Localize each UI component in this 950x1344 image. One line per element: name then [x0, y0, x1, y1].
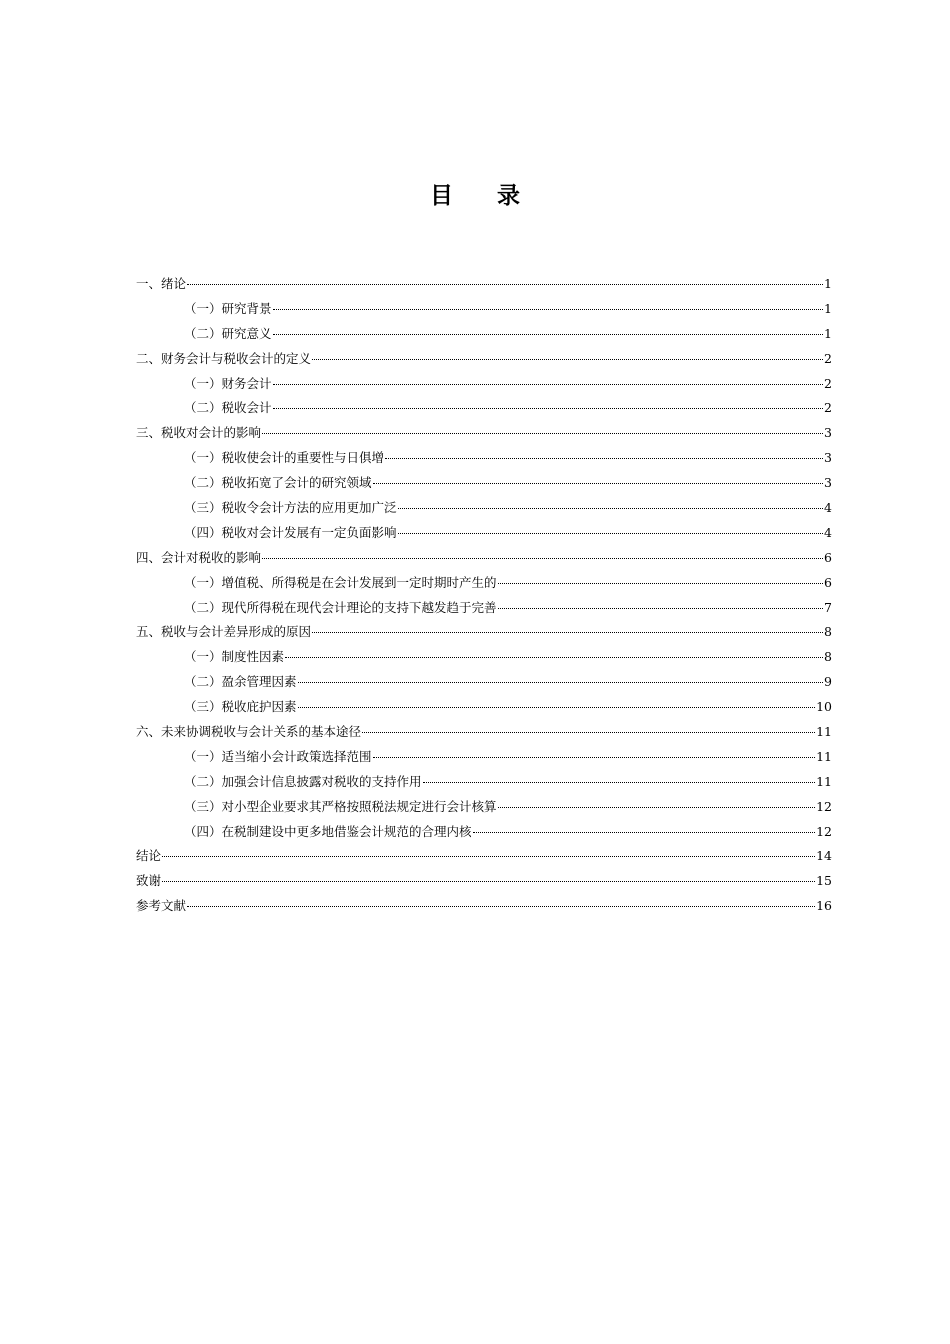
toc-page-number: 15 [816, 873, 832, 889]
toc-entry-label: （一）适当缩小会计政策选择范围 [184, 748, 372, 764]
toc-page-number: 2 [824, 350, 832, 366]
toc-entry-label: （四）税收对会计发展有一定负面影响 [184, 524, 397, 540]
toc-entry[interactable] [136, 322, 832, 347]
toc-entry[interactable] [136, 795, 832, 820]
toc-entry[interactable] [136, 770, 832, 795]
toc-dot-leader [273, 384, 824, 385]
toc-page-number: 9 [824, 674, 832, 690]
toc-page-number: 11 [816, 773, 832, 789]
toc-dot-leader [162, 881, 815, 882]
toc-page-number: 4 [824, 524, 832, 540]
toc-dot-leader [498, 608, 824, 609]
toc-page-number: 14 [816, 848, 832, 864]
toc-entry-label: 一、绪论 [136, 276, 187, 291]
toc-entry[interactable] [136, 297, 832, 322]
toc-entry-label: 三、税收对会计的影响 [136, 425, 262, 441]
toc-dot-leader [298, 707, 816, 708]
toc-entry[interactable] [136, 620, 832, 645]
toc-entry[interactable] [136, 546, 832, 571]
toc-page-number: 2 [824, 375, 832, 391]
toc-dot-leader [273, 309, 824, 310]
toc-entry-label: 参考文献 [136, 898, 187, 914]
toc-entry[interactable] [136, 421, 832, 446]
toc-entry[interactable] [136, 446, 832, 471]
toc-entry[interactable] [136, 471, 832, 496]
toc-entry-label: 五、税收与会计差异形成的原因 [136, 624, 312, 640]
toc-entry-label: （三）对小型企业要求其严格按照税法规定进行会计核算 [184, 798, 497, 814]
toc-entry[interactable] [136, 272, 832, 297]
toc-page-number: 1 [824, 300, 832, 316]
toc-page-number: 3 [824, 425, 832, 441]
toc-entry[interactable] [136, 645, 832, 670]
toc-dot-leader [312, 632, 823, 633]
toc-entry-label: （三）税收令会计方法的应用更加广泛 [184, 500, 397, 516]
toc-dot-leader [273, 334, 824, 335]
toc-page-number: 11 [816, 748, 832, 764]
toc-page-number: 1 [824, 325, 832, 341]
toc-entry-label: （一）增值税、所得税是在会计发展到一定时期时产生的 [184, 574, 497, 590]
toc-page-number: 10 [816, 699, 832, 715]
page-title: 目 录 [429, 183, 538, 209]
toc-page-number: 2 [824, 400, 832, 416]
toc-page-number: 6 [824, 549, 832, 565]
toc-dot-leader [373, 757, 816, 758]
toc-entry-label: 致谢 [136, 873, 162, 889]
toc-dot-leader [312, 359, 823, 360]
toc-dot-leader [385, 458, 823, 459]
toc-page-number: 12 [816, 798, 832, 814]
toc-entry[interactable] [136, 844, 832, 869]
toc-entry-label: （二）税收拓宽了会计的研究领域 [184, 475, 372, 491]
toc-dot-leader [398, 533, 824, 534]
toc-entry[interactable] [136, 720, 832, 745]
toc-entry-label: （一）税收使会计的重要性与日俱增 [184, 450, 385, 466]
toc-dot-leader [423, 782, 816, 783]
toc-page-number: 6 [824, 574, 832, 590]
toc-entry[interactable] [136, 521, 832, 546]
toc-entry-label: （二）研究意义 [184, 325, 272, 341]
toc-dot-leader [187, 284, 823, 285]
toc-dot-leader [498, 807, 816, 808]
toc-dot-leader [262, 433, 823, 434]
toc-page-number: 11 [816, 724, 832, 740]
toc-entry-label: （二）现代所得税在现代会计理论的支持下越发趋于完善 [184, 599, 497, 615]
toc-entry[interactable] [136, 869, 832, 894]
toc-dot-leader [398, 508, 824, 509]
toc-entry-label: 四、会计对税收的影响 [136, 549, 262, 565]
toc-entry-label: （三）税收庇护因素 [184, 699, 297, 715]
toc-dot-leader [162, 856, 815, 857]
toc-entry-label: （一）财务会计 [184, 375, 272, 391]
toc-dot-leader [273, 408, 824, 409]
toc-entry[interactable] [136, 396, 832, 421]
toc-dot-leader [498, 583, 824, 584]
toc-dot-leader [262, 558, 823, 559]
toc-entry-label: 二、财务会计与税收会计的定义 [136, 350, 312, 366]
toc-entry[interactable] [136, 347, 832, 372]
toc-page-number: 8 [824, 624, 832, 640]
toc-entry[interactable] [136, 496, 832, 521]
toc-entry[interactable] [136, 695, 832, 720]
table-of-contents [136, 272, 832, 919]
toc-entry-label: （二）加强会计信息披露对税收的支持作用 [184, 773, 422, 789]
toc-dot-leader [362, 732, 815, 733]
toc-entry-label: （一）研究背景 [184, 300, 272, 316]
toc-page-number: 3 [824, 450, 832, 466]
toc-entry-label: 结论 [136, 848, 162, 864]
toc-entry[interactable] [136, 372, 832, 397]
toc-page-number: 1 [824, 276, 832, 291]
toc-dot-leader [373, 483, 824, 484]
toc-dot-leader [285, 657, 823, 658]
toc-dot-leader [473, 832, 816, 833]
toc-entry-label: （二）盈余管理因素 [184, 674, 297, 690]
toc-entry-label: （一）制度性因素 [184, 649, 285, 665]
toc-page-number: 16 [816, 898, 832, 914]
toc-entry[interactable] [136, 571, 832, 596]
toc-entry[interactable] [136, 745, 832, 770]
toc-entry[interactable] [136, 894, 832, 919]
toc-entry-label: （二）税收会计 [184, 400, 272, 416]
toc-page-number: 7 [824, 599, 832, 615]
toc-entry-label: （四）在税制建设中更多地借鉴会计规范的合理内核 [184, 823, 472, 839]
toc-dot-leader [187, 906, 815, 907]
toc-entry-label: 六、未来协调税收与会计关系的基本途径 [136, 724, 362, 740]
toc-entry[interactable] [136, 596, 832, 621]
toc-dot-leader [298, 682, 824, 683]
toc-entry[interactable] [136, 820, 832, 845]
toc-page-number: 4 [824, 500, 832, 516]
toc-page-number: 12 [816, 823, 832, 839]
toc-page-number: 3 [824, 475, 832, 491]
toc-entry[interactable] [136, 670, 832, 695]
toc-page-number: 8 [824, 649, 832, 665]
